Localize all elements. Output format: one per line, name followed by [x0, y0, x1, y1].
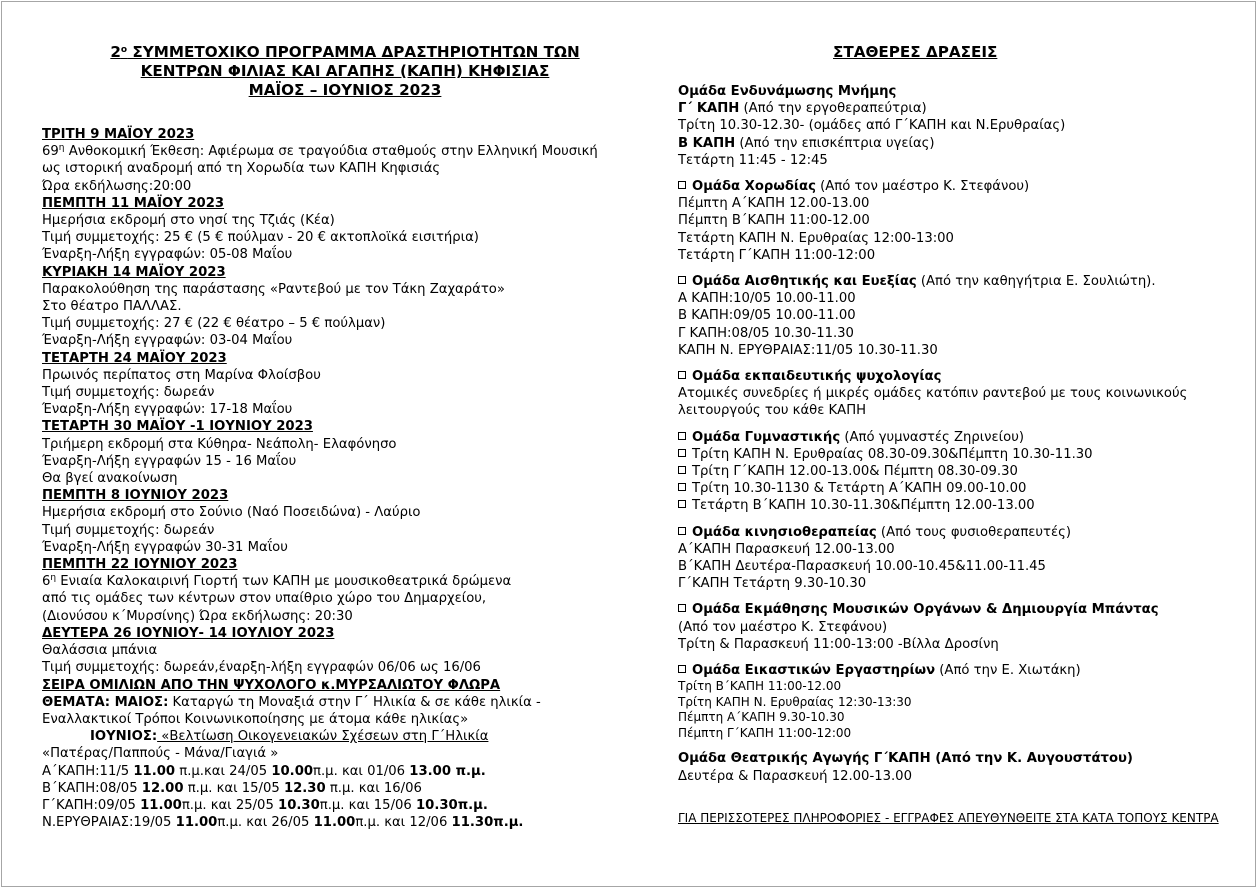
group-note: (Από την εργοθεραπεύτρια): [739, 101, 927, 117]
group-line-text: Τρίτη ΚΑΠΗ Ν. Ερυθραίας 08.30-09.30&Πέμπτη 10.30-11.30: [692, 446, 1093, 462]
square-bullet-icon: [678, 527, 686, 535]
schedule-text: π.μ. και 25/05: [181, 797, 279, 813]
schedule-time: 11.30: [451, 815, 494, 831]
title-line-1: [90, 43, 600, 62]
event-date: ΔΕΥΤΕΡΑ 26 ΙΟΥΝΙΟΥ- 14 ΙΟΥΛΙΟΥ 2023: [42, 625, 335, 641]
group-title: Ομάδα Ενδυνάμωσης Μνήμης: [678, 84, 897, 99]
event-line: Τιμή συμμετοχής: 25 € (5 € πούλμαν - 20 € ακτοπλοϊκά εισιτήρια): [42, 230, 479, 246]
group-title: Ομάδα Θεατρικής Αγωγής Γ΄ΚΑΠΗ (Από την Κ. Αυγουστάτου): [678, 751, 1133, 767]
event-line: Παρακολούθηση της παράστασης «Ραντεβού με τον Τάκη Ζαχαράτο»: [42, 281, 505, 297]
square-bullet-icon: [678, 483, 686, 491]
schedule-text: Γ΄ΚΑΠΗ:09/05: [42, 797, 141, 813]
activities-column: [678, 83, 1248, 794]
square-bullet-icon: [678, 181, 686, 189]
schedule-text: π.μ. και 15/06: [319, 797, 416, 813]
schedule-time: 11.00: [140, 797, 182, 813]
group-line: [678, 497, 1248, 514]
group-line: [678, 100, 1248, 117]
group-line: Ατομικές συνεδρίες ή μικρές ομάδες κατόπιν ραντεβού με τους κοινωνικούς: [678, 386, 1188, 402]
schedule-time: 10.30: [278, 797, 320, 813]
event-text: Ενιαία Καλοκαιρινή Γιορτή των ΚΑΠΗ με μουσικοθεατρικά δρώμενα: [56, 574, 512, 590]
event-line: [42, 143, 612, 160]
group-line: ΚΑΠΗ Ν. ΕΡΥΘΡΑΙΑΣ:11/05 10.30-11.30: [678, 342, 938, 358]
seminar-series-title: ΣΕΙΡΑ ΟΜΙΛΙΩΝ ΑΠΟ ΤΗΝ ΨΥΧΟΛΟΓΟ κ.ΜΥΡΣΑΛΙΩΤΟΥ ΦΛΩΡΑ: [42, 677, 501, 693]
page-title: [90, 43, 600, 100]
schedule-time: 10.00: [271, 763, 314, 779]
music-group: [678, 601, 1248, 653]
event-line: Τιμή συμμετοχής: 27 € (22 € θέατρο – 5 € πούλμαν): [42, 316, 386, 332]
group-line: (Από τον μαέστρο Κ. Στεφάνου): [678, 619, 888, 635]
event-number: 69: [42, 144, 59, 160]
event-date: ΠΕΜΠΤΗ 8 ΙΟΥΝΙΟΥ 2023: [42, 488, 229, 504]
group-line: Β ΚΑΠΗ:09/05 10.00-11.00: [678, 308, 856, 324]
group-note: (Από την Ε. Χιωτάκη): [935, 663, 1081, 679]
event-line: Έναρξη-Λήξη εγγραφών 30-31 Μαΐου: [42, 539, 288, 555]
group-line: Πέμπτη Β΄ΚΑΠΗ 11:00-12.00: [678, 213, 870, 229]
schedule-text: π.μ.και 24/05: [175, 763, 272, 779]
group-line: Τετάρτη Γ΄ΚΑΠΗ 11:00-12:00: [678, 247, 876, 263]
event-line: Τιμή συμμετοχής: δωρεάν: [42, 385, 215, 401]
schedule-time: 11.00: [313, 815, 356, 831]
event-line: Θα βγεί ανακοίνωση: [42, 471, 178, 487]
group-line: Α΄ΚΑΠΗ Παρασκευή 12.00-13.00: [678, 541, 895, 557]
square-bullet-icon: [678, 432, 686, 440]
group-line: Β΄ΚΑΠΗ Δευτέρα-Παρασκευή 10.00-10.45&11.00-11.45: [678, 559, 1046, 575]
group-center: Β ΚΑΠΗ: [678, 135, 736, 151]
schedule-text: Ν.ΕΡΥΘΡΑΙΑΣ:19/05: [42, 815, 176, 831]
group-line: Α ΚΑΠΗ:10/05 10.00-11.00: [678, 291, 856, 307]
event-line: Θαλάσσια μπάνια: [42, 643, 158, 659]
seminar-schedule-row: [42, 814, 612, 831]
event-line: ως ιστορική αναδρομή από τη Χορωδία των ΚΑΠΗ Κηφισιάς: [42, 161, 441, 177]
group-note: (Από τους φυσιοθεραπευτές): [876, 524, 1071, 540]
aesthetics-group: [678, 273, 1248, 359]
group-line: Γ΄ΚΑΠΗ Τετάρτη 9.30-10.30: [678, 576, 867, 592]
seminar-topic-may-2: Εναλλακτικοί Τρόποι Κοινωνικοποίησης με άτομα κάθε ηλικίας»: [42, 711, 469, 727]
schedule-text: π.μ. και 01/06: [313, 763, 410, 779]
events-column: [42, 126, 612, 831]
group-line: Δευτέρα & Παρασκευή 12.00-13.00: [678, 768, 912, 784]
art-group: [678, 662, 1248, 741]
group-title: Ομάδα Χορωδίας: [692, 179, 816, 195]
square-bullet-icon: [678, 665, 686, 673]
seminar-schedule-row: [42, 763, 612, 780]
group-heading: [678, 601, 1248, 618]
schedule-time: 13.00: [409, 763, 451, 779]
schedule-text: π.μ. και 15/05: [183, 780, 284, 796]
schedule-text: π.μ. και 16/06: [325, 780, 422, 796]
square-bullet-icon: [678, 371, 686, 379]
event-ordinal: η: [58, 143, 65, 154]
seminar-june-text: «Βελτίωση Οικογενειακών Σχέσεων στη Γ΄Ηλικία: [157, 729, 489, 745]
title-number: 2: [110, 43, 121, 61]
group-line: Τετάρτη 11:45 - 12:45: [678, 152, 828, 168]
group-note: (Από τον μαέστρο Κ. Στεφάνου): [815, 179, 1030, 195]
event-line: (Διονύσου κ΄Μυρσίνης) Ώρα εκδήλωσης: 20:30: [42, 608, 353, 624]
seminar-may-text: Καταργώ τη Μοναξιά στην Γ΄ Ηλικία & σε κάθε ηλικία -: [168, 694, 541, 710]
group-title: Ομάδα Αισθητικής και Ευεξίας: [692, 274, 917, 290]
event-number: 6: [42, 574, 51, 590]
group-line: Πέμπτη Α΄ΚΑΠΗ 9.30-10.30: [678, 710, 845, 725]
group-heading: [678, 524, 1248, 541]
group-line: Γ ΚΑΠΗ:08/05 10.30-11.30: [678, 325, 854, 341]
group-heading: [678, 662, 1248, 679]
event-line: Έναρξη-Λήξη εγγραφών 15 - 16 Μαΐου: [42, 453, 297, 469]
group-line: Πέμπτη Α΄ΚΑΠΗ 12.00-13.00: [678, 196, 870, 212]
event-date: ΠΕΜΠΤΗ 22 ΙΟΥΝΙΟΥ 2023: [42, 557, 238, 573]
event-line: Ημερήσια εκδρομή στο Σούνιο (Ναό Ποσειδώνα) - Λαύριο: [42, 505, 421, 521]
group-title: Ομάδα Εικαστικών Εργαστηρίων: [692, 663, 936, 679]
schedule-time: 11.00: [175, 815, 218, 831]
seminar-schedule-row: [42, 797, 612, 814]
gym-group: [678, 429, 1248, 515]
schedule-text: π.μ.: [451, 763, 486, 779]
title-line-2: ΚΕΝΤΡΩΝ ΦΙΛΙΑΣ ΚΑΙ ΑΓΑΠΗΣ (ΚΑΠΗ) ΚΗΦΙΣΙΑΣ: [140, 62, 550, 80]
group-title: Ομάδα κινησιοθεραπείας: [692, 524, 877, 540]
event-line: Στο θέατρο ΠΑΛΛΑΣ.: [42, 299, 182, 315]
event-date: ΤΕΤΑΡΤΗ 30 ΜΑΪΟΥ -1 ΙΟΥΝΙΟΥ 2023: [42, 419, 313, 435]
event-ordinal: η: [50, 573, 57, 584]
square-bullet-icon: [678, 276, 686, 284]
group-note: (Από γυμναστές Ζηρινείου): [840, 429, 1024, 445]
square-bullet-icon: [678, 449, 686, 457]
schedule-text: π.μ. και 26/05: [217, 815, 314, 831]
event-line: Έναρξη-Λήξη εγγραφών: 17-18 Μαΐου: [42, 402, 293, 418]
event-text: Ανθοκομική Έκθεση: Αφιέρωμα σε τραγούδια σταθμούς στην Ελληνική Μουσική: [64, 144, 598, 160]
group-line: λειτουργούς του κάθε ΚΑΠΗ: [678, 403, 867, 419]
physio-group: [678, 524, 1248, 593]
group-line-text: Τετάρτη Β΄ΚΑΠΗ 10.30-11.30&Πέμπτη 12.00-13.00: [692, 498, 1035, 514]
event-date: ΤΡΙΤΗ 9 ΜΑΪΟΥ 2023: [42, 127, 195, 142]
group-line: [678, 446, 1248, 463]
square-bullet-icon: [678, 604, 686, 612]
event-line: Τιμή συμμετοχής: δωρεάν: [42, 522, 215, 538]
group-line: Πέμπτη Γ΄ΚΑΠΗ 11:00-12:00: [678, 725, 852, 740]
choir-group: [678, 178, 1248, 264]
schedule-time: 12.30: [283, 780, 326, 796]
event-line: Ώρα εκδήλωσης:20:00: [42, 178, 192, 194]
group-title: Ομάδα εκπαιδευτικής ψυχολογίας: [692, 369, 942, 385]
group-note: (Από την καθηγήτρια Ε. Σουλιώτη).: [916, 274, 1156, 290]
group-heading: [678, 273, 1248, 290]
event-line: Πρωινός περίπατος στη Μαρίνα Φλοίσβου: [42, 367, 321, 383]
title-line-3: ΜΑΪΟΣ – ΙΟΥΝΙΟΣ 2023: [248, 81, 442, 99]
seminar-topic-june: [42, 728, 612, 745]
title-text-1: ΣΥΜΜΕΤΟΧΙΚΟ ΠΡΟΓΡΑΜΜΑ ΔΡΑΣΤΗΡΙΟΤΗΤΩΝ ΤΩΝ: [127, 43, 580, 61]
square-bullet-icon: [678, 500, 686, 508]
seminar-may-label: ΘΕΜΑΤΑ: ΜΑΙΟΣ:: [42, 694, 169, 710]
group-note: (Από την επισκέπτρια υγείας): [735, 135, 935, 151]
seminar-topic-june-2: «Πατέρας/Παππούς - Μάνα/Γιαγιά »: [42, 746, 279, 762]
group-line: [678, 480, 1248, 497]
memory-group: [678, 83, 1248, 169]
group-title: Ομάδα Εκμάθησης Μουσικών Οργάνων & Δημιουργία Μπάντας: [692, 602, 1159, 618]
seminar-topic-may: [42, 694, 612, 711]
group-line: Τρίτη & Παρασκευή 11:00-13:00 -Βίλλα Δροσίνη: [678, 636, 999, 652]
theatre-group: [678, 750, 1248, 784]
group-line: Τρίτη ΚΑΠΗ Ν. Ερυθραίας 12:30-13:30: [678, 694, 912, 709]
more-info-footer: ΓΙΑ ΠΕΡΙΣΣΟΤΕΡΕΣ ΠΛΗΡΟΦΟΡΙΕΣ - ΕΓΓΡΑΦΕΣ ΑΠΕΥΘΥΝΘΕΙΤΕ ΣΤΑ ΚΑΤΑ ΤΟΠΟΥΣ ΚΕΝΤΡΑ: [678, 811, 1219, 825]
group-line-text: Τρίτη 10.30-1130 & Τετάρτη Α΄ΚΑΠΗ 09.00-10.00: [692, 481, 1027, 497]
event-line: Έναρξη-Λήξη εγγραφών: 03-04 Μαΐου: [42, 333, 293, 349]
schedule-text: Α΄ΚΑΠΗ:11/5: [42, 763, 134, 779]
event-date: ΠΕΜΠΤΗ 11 ΜΑΪΟΥ 2023: [42, 195, 225, 211]
event-line: Έναρξη-Λήξη εγγραφών: 05-08 Μαΐου: [42, 247, 293, 263]
title-ordinal: ο: [120, 45, 128, 55]
event-line: από τις ομάδες των κέντρων στον υπαίθριο χώρο του Δημαρχείου,: [42, 591, 487, 607]
seminar-schedule-row: [42, 780, 612, 797]
group-line: Τρίτη Β΄ΚΑΠΗ 11:00-12.00: [678, 679, 842, 694]
group-line: [678, 135, 1248, 152]
schedule-time: 12.00: [141, 780, 184, 796]
schedule-text: π.μ.: [457, 797, 488, 813]
event-line: Τριήμερη εκδρομή στα Κύθηρα- Νεάπολη- Ελαφόνησο: [42, 436, 397, 452]
schedule-text: π.μ.: [493, 815, 524, 831]
group-heading: [678, 368, 1248, 385]
schedule-time: 10.30: [416, 797, 458, 813]
schedule-text: π.μ. και 12/06: [355, 815, 452, 831]
group-heading: [678, 429, 1248, 446]
event-line: [42, 573, 612, 590]
fixed-activities-heading: ΣΤΑΘΕΡΕΣ ΔΡΑΣΕΙΣ: [833, 43, 998, 61]
schedule-text: Β΄ΚΑΠΗ:08/05: [42, 780, 142, 796]
group-line: [678, 463, 1248, 480]
event-date: ΤΕΤΑΡΤΗ 24 ΜΑΪΟΥ 2023: [42, 350, 227, 366]
group-center: Γ΄ ΚΑΠΗ: [678, 101, 740, 117]
group-heading: [678, 178, 1248, 195]
event-line: Ημερήσια εκδρομή στο νησί της Τζιάς (Κέα): [42, 213, 335, 229]
group-line: Τετάρτη ΚΑΠΗ Ν. Ερυθραίας 12:00-13:00: [678, 230, 954, 246]
group-title: Ομάδα Γυμναστικής: [692, 429, 841, 445]
schedule-time: 11.00: [133, 763, 176, 779]
group-line: Τρίτη 10.30-12.30- (ομάδες από Γ΄ΚΑΠΗ και Ν.Ερυθραίας): [678, 118, 1066, 134]
group-line-text: Τρίτη Γ΄ΚΑΠΗ 12.00-13.00& Πέμπτη 08.30-09.30: [692, 464, 1018, 480]
event-date: ΚΥΡΙΑΚΗ 14 ΜΑΪΟΥ 2023: [42, 264, 226, 280]
square-bullet-icon: [678, 466, 686, 474]
psychology-group: [678, 368, 1248, 420]
event-line: Τιμή συμμετοχής: δωρεάν,έναρξη-λήξη εγγραφών 06/06 ως 16/06: [42, 660, 481, 676]
seminar-june-label: ΙΟΥΝΙΟΣ:: [90, 729, 158, 745]
